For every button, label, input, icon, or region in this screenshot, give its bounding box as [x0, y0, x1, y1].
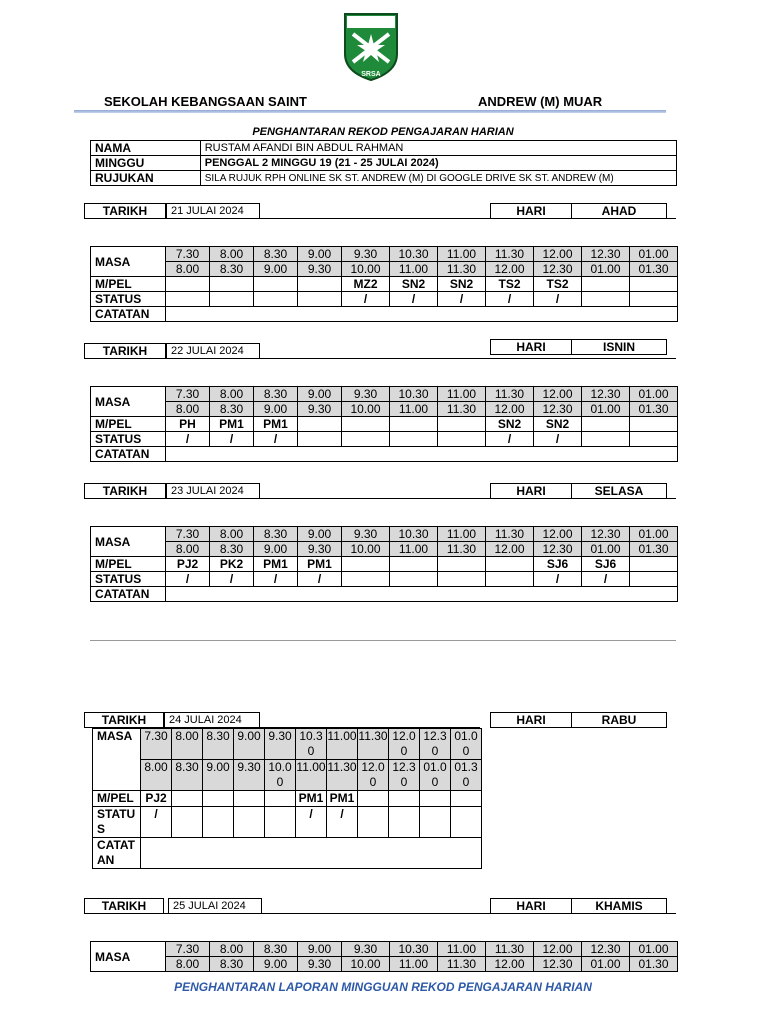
status-cell: /: [254, 572, 298, 587]
status-cell: /: [390, 292, 438, 307]
subject-cell: [342, 417, 390, 432]
time-start-cell: 12.00: [534, 387, 582, 402]
status-cell: /: [582, 572, 630, 587]
subject-cell: PJ2: [141, 791, 172, 807]
mpel-label: M/PEL: [93, 791, 141, 807]
time-start-cell: 8.30: [254, 387, 298, 402]
time-end-cell: 01.00: [420, 760, 451, 791]
hari-label: HARI: [490, 712, 572, 728]
catatan-label: CATATAN: [91, 587, 166, 602]
status-cell: [486, 572, 534, 587]
subject-cell: SJ6: [582, 557, 630, 572]
time-end-cell: 10.00: [342, 262, 390, 277]
subject-cell: [630, 557, 678, 572]
subject-cell: [298, 277, 342, 292]
time-start-cell: 9.30: [342, 247, 390, 262]
time-start-cell: 9.30: [342, 942, 390, 957]
time-end-cell: 12.30: [534, 402, 582, 417]
info-label: RUJUKAN: [91, 171, 201, 186]
time-start-cell: 10.30: [390, 247, 438, 262]
catatan-row: [91, 447, 678, 462]
status-cell: [420, 807, 451, 838]
hari-value: SELASA: [571, 483, 667, 499]
time-start-cell: 01.00: [630, 387, 678, 402]
info-table: [90, 140, 677, 186]
school-name-right: ANDREW (M) MUAR: [478, 94, 603, 109]
status-cell: /: [327, 807, 358, 838]
subject-cell: [358, 791, 389, 807]
catatan-cell: [141, 838, 482, 869]
time-start-cell: 9.30: [342, 527, 390, 542]
time-end-cell: 01.00: [582, 402, 630, 417]
time-end-cell: 8.30: [210, 402, 254, 417]
time-end-row: [91, 542, 678, 557]
time-start-cell: 8.00: [210, 247, 254, 262]
time-start-cell: 11.30: [486, 387, 534, 402]
status-cell: [265, 807, 296, 838]
masa-label: MASA: [91, 942, 166, 972]
masa-label: MASA: [91, 527, 166, 557]
subject-row: [91, 417, 678, 432]
time-end-cell: 9.00: [254, 402, 298, 417]
time-start-cell: 11.30: [486, 247, 534, 262]
schedule-table: [90, 526, 678, 602]
time-start-cell: 8.30: [254, 527, 298, 542]
tarikh-value: 24 JULAI 2024: [164, 712, 260, 728]
masa-label: MASA: [91, 247, 166, 277]
time-end-cell: 11.30: [438, 957, 486, 972]
time-end-cell: 12.00: [486, 262, 534, 277]
status-cell: /: [342, 292, 390, 307]
status-cell: [630, 432, 678, 447]
status-cell: [254, 292, 298, 307]
status-cell: /: [166, 572, 210, 587]
hari-label: HARI: [490, 203, 572, 219]
time-start-cell: 8.30: [254, 247, 298, 262]
subject-cell: [265, 791, 296, 807]
time-end-cell: 12.30: [534, 957, 582, 972]
time-end-cell: 8.30: [210, 262, 254, 277]
subject-cell: [630, 277, 678, 292]
status-cell: [630, 292, 678, 307]
time-start-cell: 8.00: [210, 387, 254, 402]
subject-cell: [210, 277, 254, 292]
time-start-cell: 10.30: [390, 942, 438, 957]
tarikh-label: TARIKH: [84, 203, 166, 219]
subject-cell: [582, 417, 630, 432]
catatan-cell: [166, 587, 678, 602]
subject-cell: SJ6: [534, 557, 582, 572]
time-end-cell: 8.00: [141, 760, 172, 791]
status-cell: /: [141, 807, 172, 838]
status-cell: [389, 807, 420, 838]
tarikh-value: 25 JULAI 2024: [168, 898, 262, 914]
time-end-cell: 12.00: [486, 957, 534, 972]
subject-cell: PM1: [327, 791, 358, 807]
status-cell: [234, 807, 265, 838]
time-end-cell: 9.00: [203, 760, 234, 791]
time-start-cell: 8.00: [172, 729, 203, 760]
time-start-cell: 9.30: [265, 729, 296, 760]
time-start-cell: 7.30: [141, 729, 172, 760]
subject-cell: [438, 417, 486, 432]
status-cell: [342, 572, 390, 587]
status-cell: [630, 572, 678, 587]
status-cell: [210, 292, 254, 307]
subject-cell: PM1: [210, 417, 254, 432]
time-start-cell: 12.00: [534, 247, 582, 262]
underline: [84, 358, 676, 359]
info-value: PENGGAL 2 MINGGU 19 (21 - 25 JULAI 2024): [200, 156, 676, 171]
time-end-row: [91, 402, 678, 417]
status-cell: /: [486, 292, 534, 307]
header-divider: [74, 110, 666, 113]
subject-cell: SN2: [438, 277, 486, 292]
time-end-cell: 9.00: [254, 262, 298, 277]
catatan-row: [91, 307, 678, 322]
subject-cell: [389, 791, 420, 807]
catatan-label: CATATAN: [93, 838, 141, 869]
subject-cell: TS2: [486, 277, 534, 292]
time-start-cell: 12.30: [582, 247, 630, 262]
status-cell: [298, 432, 342, 447]
time-end-cell: 12.00: [486, 402, 534, 417]
hari-value: ISNIN: [571, 339, 667, 355]
status-label: STATUS: [93, 807, 141, 838]
subject-row: [93, 791, 482, 807]
time-end-cell: 12.30: [534, 262, 582, 277]
catatan-cell: [166, 447, 678, 462]
subject-cell: PJ2: [166, 557, 210, 572]
time-end-cell: 11.30: [438, 402, 486, 417]
time-start-cell: 11.00: [327, 729, 358, 760]
tarikh-label: TARIKH: [84, 483, 166, 499]
time-start-cell: 9.00: [298, 942, 342, 957]
time-end-cell: 9.30: [298, 402, 342, 417]
school-name-left: SEKOLAH KEBANGSAAN SAINT: [104, 94, 307, 109]
time-end-cell: 11.30: [438, 542, 486, 557]
time-end-cell: 9.30: [234, 760, 265, 791]
status-cell: [342, 432, 390, 447]
time-start-cell: 9.00: [298, 527, 342, 542]
time-start-row: [91, 527, 678, 542]
time-end-cell: 01.30: [630, 957, 678, 972]
school-crest-logo: [343, 12, 399, 82]
info-value: SILA RUJUK RPH ONLINE SK ST. ANDREW (M) DI GOOGLE DRIVE SK ST. ANDREW (M): [200, 171, 676, 186]
tarikh-value: 21 JULAI 2024: [166, 203, 260, 219]
schedule-table: [90, 941, 678, 972]
status-cell: /: [298, 572, 342, 587]
catatan-label: CATATAN: [91, 307, 166, 322]
subject-cell: [390, 557, 438, 572]
time-start-cell: 12.30: [582, 387, 630, 402]
subject-cell: PM1: [296, 791, 327, 807]
subject-cell: SN2: [486, 417, 534, 432]
time-start-cell: 8.30: [203, 729, 234, 760]
subject-cell: [342, 557, 390, 572]
hari-label: HARI: [490, 483, 572, 499]
time-end-cell: 10.00: [342, 957, 390, 972]
schedule-table: [90, 246, 678, 322]
time-start-cell: 12.00: [534, 942, 582, 957]
time-end-cell: 01.30: [630, 402, 678, 417]
subject-cell: [630, 417, 678, 432]
subject-cell: [420, 791, 451, 807]
time-end-cell: 01.30: [630, 542, 678, 557]
subject-row: [91, 277, 678, 292]
time-start-cell: 12.30: [582, 527, 630, 542]
time-end-cell: 11.00: [390, 542, 438, 557]
status-cell: [172, 807, 203, 838]
info-row: [91, 171, 677, 186]
subject-cell: [451, 791, 482, 807]
subject-cell: PH: [166, 417, 210, 432]
time-start-row: [91, 247, 678, 262]
status-cell: [438, 572, 486, 587]
status-cell: [390, 572, 438, 587]
time-end-row: [91, 262, 678, 277]
time-start-cell: 11.30: [486, 527, 534, 542]
info-row: [91, 141, 677, 156]
time-start-row: [91, 387, 678, 402]
time-end-cell: 11.00: [296, 760, 327, 791]
time-end-cell: 11.30: [438, 262, 486, 277]
status-cell: [451, 807, 482, 838]
time-start-cell: 11.00: [438, 247, 486, 262]
subject-cell: [582, 277, 630, 292]
status-cell: [438, 432, 486, 447]
status-row: [91, 432, 678, 447]
status-cell: [203, 807, 234, 838]
subject-cell: [486, 557, 534, 572]
time-end-cell: 01.00: [582, 957, 630, 972]
time-end-cell: 9.30: [298, 542, 342, 557]
time-end-cell: 8.00: [166, 262, 210, 277]
time-start-row: [93, 729, 482, 760]
status-cell: [298, 292, 342, 307]
time-start-cell: 10.30: [296, 729, 327, 760]
time-end-cell: 11.00: [390, 402, 438, 417]
subject-cell: PK2: [210, 557, 254, 572]
time-end-cell: 12.30: [534, 542, 582, 557]
status-label: STATUS: [91, 432, 166, 447]
status-cell: [390, 432, 438, 447]
time-end-cell: 11.00: [390, 262, 438, 277]
document-title: PENGHANTARAN REKOD PENGAJARAN HARIAN: [252, 126, 514, 138]
time-start-cell: 12.30: [582, 942, 630, 957]
time-end-cell: 01.30: [451, 760, 482, 791]
time-end-cell: 8.30: [172, 760, 203, 791]
time-start-cell: 11.30: [358, 729, 389, 760]
time-start-cell: 8.00: [210, 942, 254, 957]
time-start-cell: 8.30: [254, 942, 298, 957]
time-end-row: [93, 760, 482, 791]
masa-label: MASA: [93, 729, 141, 791]
subject-cell: PM1: [254, 417, 298, 432]
time-end-cell: 8.30: [210, 542, 254, 557]
tarikh-label: TARIKH: [84, 898, 164, 914]
status-row: [91, 572, 678, 587]
mpel-label: M/PEL: [91, 277, 166, 292]
subject-cell: PM1: [298, 557, 342, 572]
time-end-cell: 01.00: [582, 262, 630, 277]
time-start-cell: 9.00: [298, 247, 342, 262]
time-start-cell: 01.00: [630, 942, 678, 957]
time-start-cell: 7.30: [166, 387, 210, 402]
subject-cell: [166, 277, 210, 292]
subject-cell: [438, 557, 486, 572]
time-start-row: [91, 942, 678, 957]
subject-cell: [203, 791, 234, 807]
time-start-cell: 01.00: [630, 527, 678, 542]
time-start-cell: 11.00: [438, 387, 486, 402]
time-end-cell: 8.00: [166, 402, 210, 417]
time-end-row: [91, 957, 678, 972]
subject-cell: [254, 277, 298, 292]
status-row: [91, 292, 678, 307]
tarikh-label: TARIKH: [84, 343, 166, 359]
mpel-label: M/PEL: [91, 557, 166, 572]
time-start-cell: 01.00: [630, 247, 678, 262]
status-cell: [358, 807, 389, 838]
time-start-cell: 9.00: [234, 729, 265, 760]
status-cell: [166, 292, 210, 307]
time-start-cell: 12.00: [534, 527, 582, 542]
status-row: [93, 807, 482, 838]
status-cell: /: [534, 292, 582, 307]
status-cell: /: [296, 807, 327, 838]
time-end-cell: 10.00: [342, 402, 390, 417]
status-cell: /: [210, 572, 254, 587]
time-end-cell: 9.30: [298, 262, 342, 277]
catatan-row: [91, 587, 678, 602]
subject-cell: [234, 791, 265, 807]
status-cell: /: [166, 432, 210, 447]
schedule-table: [90, 386, 678, 462]
status-label: STATUS: [91, 292, 166, 307]
time-start-cell: 8.00: [210, 527, 254, 542]
time-end-cell: 01.00: [582, 542, 630, 557]
status-cell: [582, 432, 630, 447]
mpel-label: M/PEL: [91, 417, 166, 432]
masa-label: MASA: [91, 387, 166, 417]
hari-value: AHAD: [571, 203, 667, 219]
status-cell: /: [534, 432, 582, 447]
hari-label: HARI: [490, 898, 572, 914]
catatan-cell: [166, 307, 678, 322]
time-start-cell: 9.30: [342, 387, 390, 402]
hari-value: RABU: [571, 712, 667, 728]
time-end-cell: 01.30: [630, 262, 678, 277]
status-cell: /: [254, 432, 298, 447]
time-end-cell: 8.30: [210, 957, 254, 972]
time-start-cell: 11.00: [438, 527, 486, 542]
subject-cell: SN2: [390, 277, 438, 292]
time-start-cell: 12.00: [389, 729, 420, 760]
time-end-cell: 12.00: [486, 542, 534, 557]
time-end-cell: 8.00: [166, 542, 210, 557]
time-end-cell: 12.30: [389, 760, 420, 791]
footer-text: PENGHANTARAN LAPORAN MINGGUAN REKOD PENGAJARAN HARIAN: [174, 980, 592, 994]
time-start-cell: 11.30: [486, 942, 534, 957]
tarikh-label: TARIKH: [84, 712, 164, 728]
time-start-cell: 01.00: [451, 729, 482, 760]
page-separator: [90, 640, 676, 641]
time-end-cell: 12.00: [358, 760, 389, 791]
subject-cell: TS2: [534, 277, 582, 292]
time-start-cell: 12.30: [420, 729, 451, 760]
status-cell: /: [486, 432, 534, 447]
time-start-cell: 9.00: [298, 387, 342, 402]
time-start-cell: 10.30: [390, 527, 438, 542]
time-start-cell: 7.30: [166, 942, 210, 957]
time-start-cell: 10.30: [390, 387, 438, 402]
hari-value: KHAMIS: [571, 898, 667, 914]
time-end-cell: 9.30: [298, 957, 342, 972]
tarikh-value: 23 JULAI 2024: [166, 483, 260, 499]
time-end-cell: 8.00: [166, 957, 210, 972]
tarikh-value: 22 JULAI 2024: [166, 343, 260, 359]
time-end-cell: 11.30: [327, 760, 358, 791]
subject-cell: MZ2: [342, 277, 390, 292]
subject-cell: SN2: [534, 417, 582, 432]
time-end-cell: 10.00: [265, 760, 296, 791]
hari-label: HARI: [490, 339, 572, 355]
svg-text:SRSA: SRSA: [361, 71, 381, 78]
time-end-cell: 9.00: [254, 542, 298, 557]
subject-row: [91, 557, 678, 572]
subject-cell: [390, 417, 438, 432]
info-label: MINGGU: [91, 156, 201, 171]
time-start-cell: 11.00: [438, 942, 486, 957]
time-start-cell: 7.30: [166, 527, 210, 542]
time-start-cell: 7.30: [166, 247, 210, 262]
status-cell: /: [534, 572, 582, 587]
status-cell: /: [210, 432, 254, 447]
status-label: STATUS: [91, 572, 166, 587]
catatan-label: CATATAN: [91, 447, 166, 462]
subject-cell: PM1: [254, 557, 298, 572]
catatan-row: [93, 838, 482, 869]
info-value: RUSTAM AFANDI BIN ABDUL RAHMAN: [200, 141, 676, 156]
info-row: [91, 156, 677, 171]
time-end-cell: 9.00: [254, 957, 298, 972]
info-label: NAMA: [91, 141, 201, 156]
status-cell: /: [438, 292, 486, 307]
schedule-table-narrow: [92, 728, 482, 869]
time-end-cell: 10.00: [342, 542, 390, 557]
time-end-cell: 11.00: [390, 957, 438, 972]
subject-cell: [172, 791, 203, 807]
subject-cell: [298, 417, 342, 432]
status-cell: [582, 292, 630, 307]
